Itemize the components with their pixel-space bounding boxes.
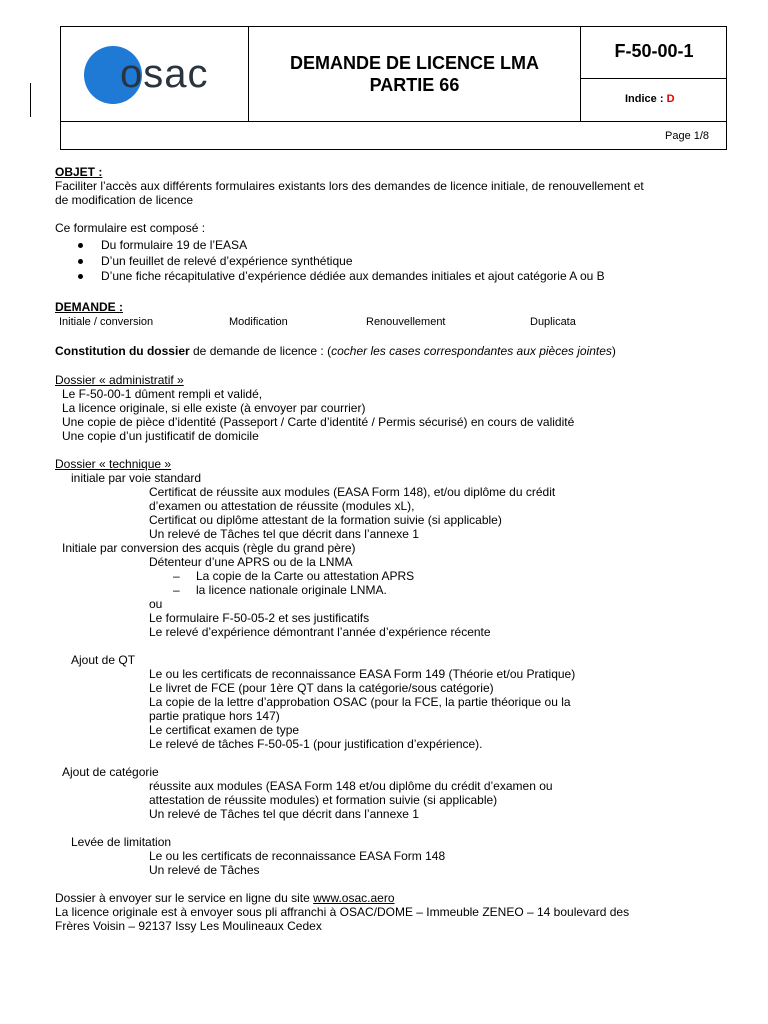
objet-line1: Faciliter l’accès aux différents formulaires existants lors des demandes de licence initiale, de renouvellement et xyxy=(55,179,644,193)
objet-heading: OBJET : xyxy=(55,165,103,179)
initiale-item: Certificat ou diplôme attestant de la formation suivie (si applicable) xyxy=(149,513,502,527)
cat-item: réussite aux modules (EASA Form 148 et/ou diplôme du crédit d’examen ou xyxy=(149,779,553,793)
conversion-item: Le formulaire F-50-05-2 et ses justificatifs xyxy=(149,611,370,625)
admin-item: La licence originale, si elle existe (à envoyer par courrier) xyxy=(62,401,366,415)
footer-line2: La licence originale est à envoyer sous pli affranchi à OSAC/DOME – Immeuble ZENEO – 14 boulevard des xyxy=(55,905,630,919)
constitution-end: ) xyxy=(611,344,616,358)
composed-text: Ce formulaire est composé : xyxy=(55,221,206,235)
indice-label: Indice : xyxy=(625,93,667,105)
cat-item: attestation de réussite modules) et formation suivie (si applicable) xyxy=(149,793,498,807)
dash-icon: – xyxy=(173,569,180,583)
option-renouvellement[interactable]: Renouvellement xyxy=(366,316,446,328)
constitution-normal: de demande de licence : ( xyxy=(189,344,332,358)
constitution-bold: Constitution du dossier xyxy=(55,344,190,358)
qt-item: Le certificat examen de type xyxy=(149,723,300,737)
admin-heading: Dossier « administratif » xyxy=(55,373,184,387)
lim-heading: Levée de limitation xyxy=(71,835,172,849)
bullet-icon xyxy=(78,243,83,248)
conversion-dash-item: la licence nationale originale LNMA. xyxy=(196,583,387,597)
osac-logo xyxy=(84,45,228,103)
lim-item: Le ou les certificats de reconnaissance EASA Form 148 xyxy=(149,849,446,863)
qt-heading: Ajout de QT xyxy=(71,653,136,667)
form-title-line1: DEMANDE DE LICENCE LMA xyxy=(289,53,539,73)
admin-item: Le F-50-00-1 dûment rempli et validé, xyxy=(62,387,263,401)
qt-item: Le livret de FCE (pour 1ère QT dans la catégorie/sous catégorie) xyxy=(149,681,494,695)
initiale-heading: initiale par voie standard xyxy=(71,471,202,485)
initiale-item: Un relevé de Tâches tel que décrit dans l’annexe 1 xyxy=(149,527,419,541)
admin-item: Une copie d’un justificatif de domicile xyxy=(62,429,259,443)
admin-item: Une copie de pièce d’identité (Passeport / Carte d’identité / Permis sécurisé) en cours de validité xyxy=(62,415,575,429)
initiale-item: Certificat de réussite aux modules (EASA Form 148), et/ou diplôme du crédit xyxy=(149,485,556,499)
dash-icon: – xyxy=(173,583,180,597)
option-initiale-conversion[interactable]: Initiale / conversion xyxy=(59,316,154,328)
qt-item: Le ou les certificats de reconnaissance EASA Form 149 (Théorie et/ou Pratique) xyxy=(149,667,576,681)
change-bar xyxy=(30,83,31,117)
bullet-item: Du formulaire 19 de l’EASA xyxy=(101,238,248,252)
footer-line1 xyxy=(55,891,395,905)
option-modification[interactable]: Modification xyxy=(229,316,288,328)
cat-item: Un relevé de Tâches tel que décrit dans l’annexe 1 xyxy=(149,807,419,821)
demande-heading: DEMANDE : xyxy=(55,300,123,314)
logo-text: osac xyxy=(120,52,209,96)
conversion-item: Détenteur d’une APRS ou de la LNMA xyxy=(149,555,353,569)
bullet-icon xyxy=(78,259,83,264)
conversion-dash-item: La copie de la Carte ou attestation APRS xyxy=(196,569,415,583)
initiale-item: d’examen ou attestation de réussite (modules xL), xyxy=(149,499,415,513)
footer-prefix: Dossier à envoyer sur le service en ligne du site xyxy=(55,891,314,905)
conversion-heading: Initiale par conversion des acquis (règle du grand père) xyxy=(62,541,356,555)
qt-item: La copie de la lettre d’approbation OSAC (pour la FCE, la partie théorique ou la xyxy=(149,695,571,709)
osac-link[interactable]: www.osac.aero xyxy=(313,891,395,905)
bullet-item: D’un feuillet de relevé d’expérience synthétique xyxy=(101,254,353,268)
indice-value: D xyxy=(666,93,675,105)
ou-text: ou xyxy=(149,597,163,611)
form-title-line2: PARTIE 66 xyxy=(369,75,460,95)
form-code: F-50-00-1 xyxy=(614,41,694,61)
conversion-item: Le relevé d’expérience démontrant l’année d’expérience récente xyxy=(149,625,491,639)
objet-line2: de modification de licence xyxy=(55,193,194,207)
technique-heading: Dossier « technique » xyxy=(55,457,172,471)
header-divider xyxy=(60,121,727,122)
footer-line3: Frères Voisin – 92137 Issy Les Moulineaux Cedex xyxy=(55,919,322,933)
indice xyxy=(625,93,675,106)
page-number: Page 1/8 xyxy=(665,130,710,142)
bullet-item: D’une fiche récapitulative d’expérience dédiée aux demandes initiales et ajout catégorie A ou B xyxy=(101,269,605,283)
cat-heading: Ajout de catégorie xyxy=(62,765,159,779)
option-duplicata[interactable]: Duplicata xyxy=(530,316,576,328)
qt-item: Le relevé de tâches F-50-05-1 (pour justification d’expérience). xyxy=(149,737,483,751)
constitution-italic: cocher les cases correspondantes aux pièces jointes xyxy=(331,344,612,358)
lim-item: Un relevé de Tâches xyxy=(149,863,260,877)
qt-item: partie pratique hors 147) xyxy=(149,709,280,723)
constitution-line xyxy=(55,344,616,358)
header-divider xyxy=(580,78,727,79)
bullet-icon xyxy=(78,274,83,279)
